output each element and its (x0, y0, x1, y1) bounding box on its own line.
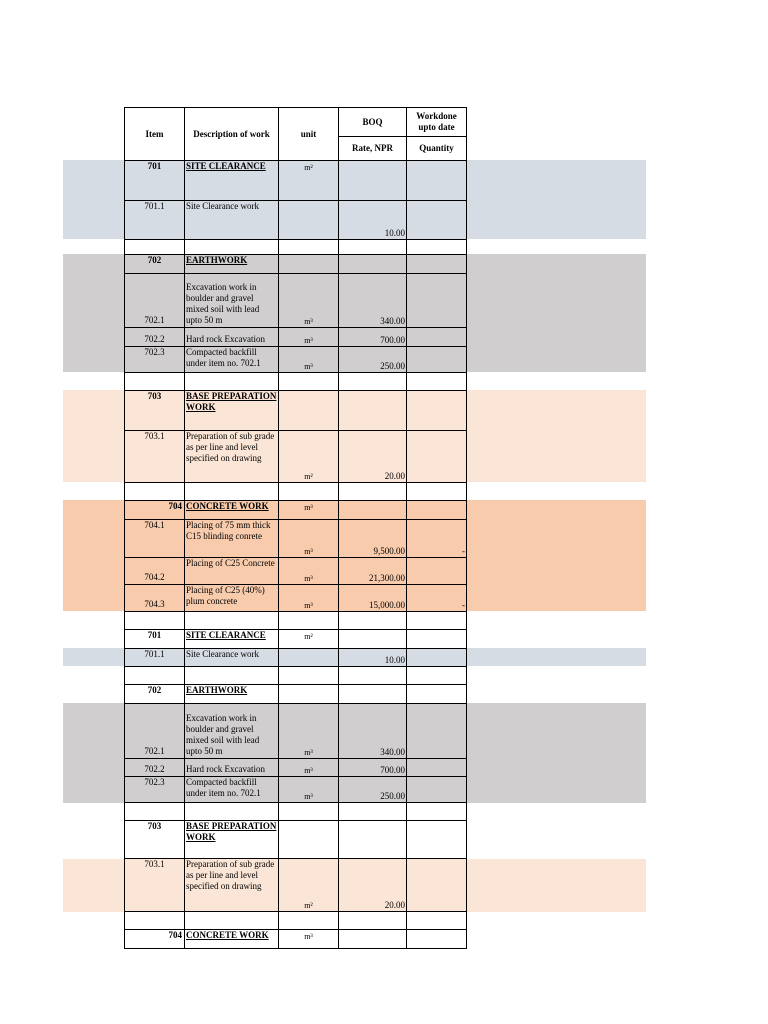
table-row (125, 759, 467, 777)
unit-cell: m³ (279, 585, 339, 612)
unit-cell: m³ (279, 328, 339, 347)
header-unit: unit (279, 108, 339, 161)
section-heading: BASE PREPARATION WORK (185, 391, 279, 431)
unit-cell: m² (279, 431, 339, 483)
table-row (125, 649, 467, 667)
unit-cell: m² (279, 630, 339, 649)
description-cell: Placing of C25 (40%) plum concrete (185, 585, 279, 612)
quantity-cell: - (407, 520, 467, 558)
rate-cell: 10.00 (339, 649, 407, 667)
unit-cell: m³ (279, 704, 339, 759)
table-row (125, 391, 467, 431)
header-workdone: Workdone upto date (407, 108, 467, 137)
rate-cell: 9,500.00 (339, 520, 407, 558)
item-number: 701.1 (125, 201, 185, 240)
item-number: 703.1 (125, 859, 185, 912)
rate-cell: 21,300.00 (339, 558, 407, 585)
description-cell: Site Clearance work (185, 649, 279, 667)
item-number: 702.3 (125, 777, 185, 803)
header-description: Description of work (185, 108, 279, 161)
table-row (125, 859, 467, 912)
description-cell: Placing of C25 Concrete (185, 558, 279, 585)
item-number: 703 (125, 391, 185, 431)
rate-cell: 700.00 (339, 759, 407, 777)
unit-cell: m³ (279, 274, 339, 328)
rate-cell: 15,000.00 (339, 585, 407, 612)
table-row (125, 520, 467, 558)
table-row (125, 347, 467, 373)
section-heading: SITE CLEARANCE (185, 161, 279, 201)
description-cell: Preparation of sub grade as per line and level specified on drawing (185, 859, 279, 912)
table-row (125, 328, 467, 347)
header-item: Item (125, 108, 185, 161)
item-number: 704.2 (125, 558, 185, 585)
description-cell: Placing of 75 mm thick C15 blinding conrete (185, 520, 279, 558)
table-row (125, 431, 467, 483)
section-heading: EARTHWORK (185, 685, 279, 704)
table-row (125, 667, 467, 685)
table-row (125, 685, 467, 704)
table-row (125, 240, 467, 255)
rate-cell: 700.00 (339, 328, 407, 347)
item-number: 703 (125, 821, 185, 859)
item-number: 702 (125, 685, 185, 704)
boq-table (124, 107, 467, 949)
item-number: 704 (125, 501, 185, 520)
table-row (125, 821, 467, 859)
rate-cell: 340.00 (339, 274, 407, 328)
header-boq: BOQ (339, 108, 407, 137)
item-number: 701 (125, 630, 185, 649)
unit-cell: m³ (279, 501, 339, 520)
unit-cell: m³ (279, 930, 339, 949)
description-cell: Preparation of sub grade as per line and level specified on drawing (185, 431, 279, 483)
description-cell: Site Clearance work (185, 201, 279, 240)
table-row (125, 255, 467, 274)
item-number: 702.2 (125, 759, 185, 777)
unit-cell: m³ (279, 347, 339, 373)
section-heading: EARTHWORK (185, 255, 279, 274)
rate-cell: 20.00 (339, 431, 407, 483)
quantity-cell: - (407, 585, 467, 612)
table-row (125, 483, 467, 501)
table-row (125, 930, 467, 949)
table-row (125, 201, 467, 240)
rate-cell: 250.00 (339, 347, 407, 373)
item-number: 701.1 (125, 649, 185, 667)
item-number: 702 (125, 255, 185, 274)
header-row (125, 108, 467, 137)
description-cell: Hard rock Excavation (185, 328, 279, 347)
rate-cell: 10.00 (339, 201, 407, 240)
item-number: 702.3 (125, 347, 185, 373)
header-quantity: Quantity (407, 137, 467, 161)
unit-cell: m³ (279, 520, 339, 558)
item-number: 702.1 (125, 274, 185, 328)
table-row (125, 777, 467, 803)
item-number: 701 (125, 161, 185, 201)
unit-cell: m² (279, 859, 339, 912)
table-row (125, 585, 467, 612)
item-number: 704 (125, 930, 185, 949)
table-row (125, 912, 467, 930)
rate-cell: 20.00 (339, 859, 407, 912)
section-heading: SITE CLEARANCE (185, 630, 279, 649)
unit-cell: m³ (279, 558, 339, 585)
table-row (125, 558, 467, 585)
table-row (125, 161, 467, 201)
description-cell: Excavation work in boulder and gravel mixed soil with lead upto 50 m (185, 274, 279, 328)
table-row (125, 373, 467, 391)
table-row (125, 704, 467, 759)
rate-cell: 250.00 (339, 777, 407, 803)
section-heading: CONCRETE WORK (185, 501, 279, 520)
item-number: 704.1 (125, 520, 185, 558)
item-number: 704.3 (125, 585, 185, 612)
table-row (125, 612, 467, 630)
section-heading: BASE PREPARATION WORK (185, 821, 279, 859)
description-cell: Compacted backfill under item no. 702.1 (185, 777, 279, 803)
section-heading: CONCRETE WORK (185, 930, 279, 949)
description-cell: Hard rock Excavation (185, 759, 279, 777)
item-number: 702.2 (125, 328, 185, 347)
table-row (125, 274, 467, 328)
item-number: 702.1 (125, 704, 185, 759)
rate-cell: 340.00 (339, 704, 407, 759)
table-row (125, 501, 467, 520)
unit-cell: m³ (279, 759, 339, 777)
item-number: 703.1 (125, 431, 185, 483)
unit-cell: m² (279, 161, 339, 201)
description-cell: Compacted backfill under item no. 702.1 (185, 347, 279, 373)
description-cell: Excavation work in boulder and gravel mixed soil with lead upto 50 m (185, 704, 279, 759)
unit-cell: m³ (279, 777, 339, 803)
table-row (125, 803, 467, 821)
header-rate: Rate, NPR (339, 137, 407, 161)
table-row (125, 630, 467, 649)
